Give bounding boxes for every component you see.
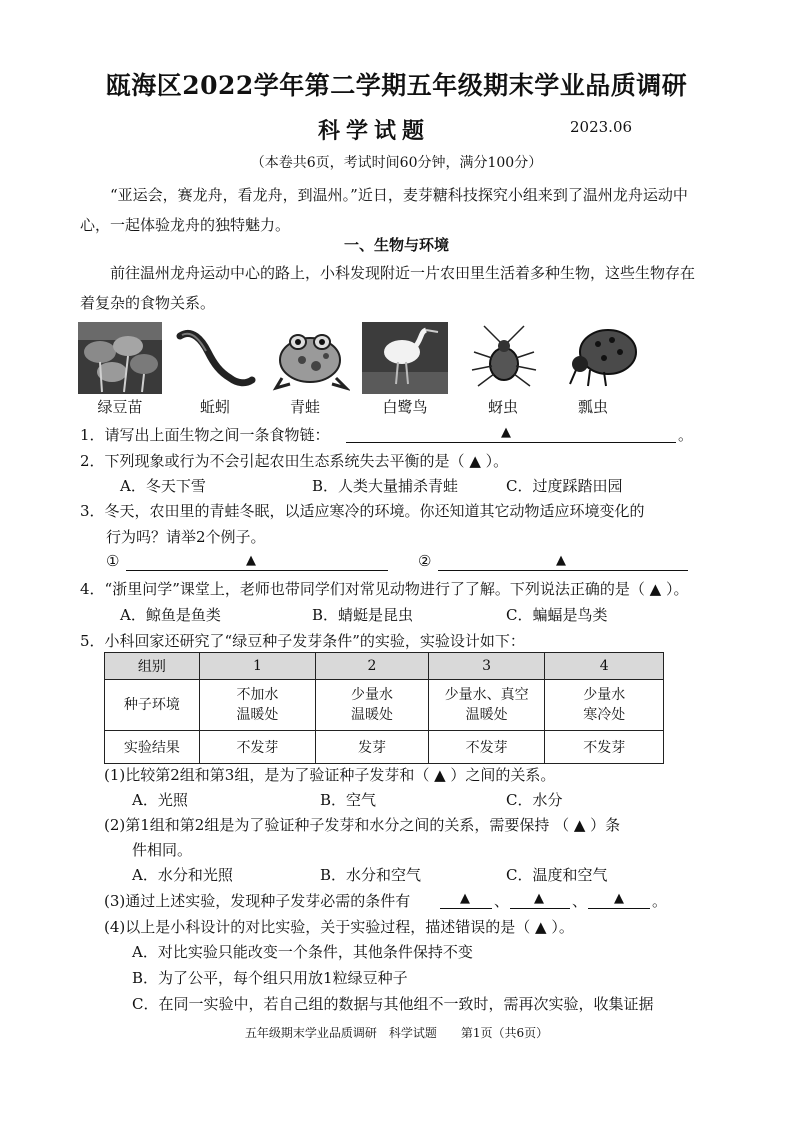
organism-label: 瓢虫 [577, 398, 608, 416]
table-row-label: 实验结果 [105, 731, 200, 764]
cell-line: 不加水 [236, 687, 279, 703]
egret-image [362, 322, 448, 394]
option: B．水分和空气 [320, 866, 422, 884]
section-title: 一、生物与环境 [343, 236, 449, 254]
table-cell [316, 680, 429, 731]
organism-label: 白鹭鸟 [382, 398, 428, 416]
option: B．空气 [320, 791, 377, 809]
table-header-cell: 组别 [105, 653, 200, 680]
cell-line: 寒冷处 [583, 707, 626, 723]
table-header-cell: 1 [199, 653, 316, 680]
question-5-3-end: 。 [652, 892, 668, 910]
table-row-label: 种子环境 [105, 680, 200, 731]
question-5-1: (1)比较第2组和第3组，是为了验证种子发芽和（ ▲ ）之间的关系。 [104, 766, 556, 784]
section-intro: 前往温州龙舟运动中心的路上，小科发现附近一片农田里生活着多种生物，这些生物存在着复杂的食物关系。 [80, 264, 696, 312]
answer-marker: ▲ [614, 891, 624, 906]
separator: 、 [572, 892, 588, 910]
separator: 、 [494, 892, 510, 910]
answer-line[interactable] [510, 908, 570, 909]
ladybug-image [560, 320, 642, 392]
answer-line[interactable] [346, 442, 676, 443]
table-row [105, 680, 664, 731]
table-header-cell: 2 [316, 653, 429, 680]
answer-line[interactable] [588, 908, 650, 909]
table-cell: 不发芽 [428, 731, 545, 764]
option: B．为了公平，每个组只用放1粒绿豆种子 [132, 969, 408, 987]
organism-label: 蚯蚓 [199, 398, 230, 416]
cell-line: 温暖处 [465, 707, 508, 723]
table-cell [428, 680, 545, 731]
option: C．过度踩踏田园 [506, 477, 623, 495]
question-1: 1．请写出上面生物之间一条食物链： [80, 426, 330, 444]
question-4: 4．“浙里问学”课堂上，老师也带同学们对常见动物进行了了解。下列说法正确的是（ ▲ ）。 [80, 580, 689, 598]
cell-line: 少量水、真空 [444, 687, 529, 703]
answer-marker: ▲ [501, 425, 511, 440]
cell-line: 少量水 [351, 687, 393, 703]
option: A．冬天下雪 [120, 477, 206, 495]
cell-line: 温暖处 [351, 707, 393, 723]
option: C．在同一实验中，若自己组的数据与其他组不一致时，需再次实验，收集证据 [132, 995, 654, 1013]
table-cell: 不发芽 [545, 731, 664, 764]
question-2: 2．下列现象或行为不会引起农田生态系统失去平衡的是（ ▲ ）。 [80, 452, 509, 470]
option: C．蝙蝠是鸟类 [506, 606, 608, 624]
table-header-cell: 4 [545, 653, 664, 680]
question-5-2-line-1: (2)第1组和第2组是为了验证种子发芽和水分之间的关系，需要保持 （ ▲ ）条 [104, 816, 621, 834]
cell-line: 少量水 [583, 687, 626, 703]
organism-label: 蚜虫 [487, 398, 518, 416]
exam-title: 瓯海区2022学年第二学期五年级期末学业品质调研 [105, 71, 688, 100]
exam-note: （本卷共6页，考试时间60分钟，满分100分） [250, 155, 543, 171]
table-header-cell: 3 [428, 653, 545, 680]
question-5-3: (3)通过上述实验，发现种子发芽必需的条件有 [104, 892, 411, 910]
table-cell [199, 680, 316, 731]
frog-image [272, 320, 350, 392]
question-1-end: 。 [678, 426, 694, 444]
answer-line[interactable] [438, 570, 688, 571]
aphid-image [460, 322, 548, 392]
earthworm-image [174, 326, 256, 392]
question-5: 5．小科回家还研究了“绿豆种子发芽条件”的实验，实验设计如下： [80, 632, 525, 650]
table-cell: 发芽 [316, 731, 429, 764]
table-cell [545, 680, 664, 731]
intro-paragraph: “亚运会，赛龙舟，看龙舟，到温州。”近日，麦芽糖科技探究小组来到了温州龙舟运动中心，一起体验龙舟的独特魅力。 [80, 186, 688, 234]
option: C．水分 [506, 791, 563, 809]
blank-label: ② [418, 552, 432, 570]
table-header-row [105, 653, 664, 680]
option: B．蜻蜓是昆虫 [312, 606, 414, 624]
answer-marker: ▲ [460, 891, 470, 906]
cell-line: 温暖处 [236, 707, 279, 723]
question-5-2-line-2: 件相同。 [132, 841, 193, 859]
table-row [105, 731, 664, 764]
page-footer: 五年级期末学业品质调研 科学试题 第1页（共6页） [244, 1026, 549, 1040]
blank-label: ① [106, 552, 120, 570]
question-3-line-2: 行为吗？请举2个例子。 [106, 528, 266, 546]
organism-label: 青蛙 [289, 398, 320, 416]
answer-marker: ▲ [246, 553, 256, 568]
option: A．鲸鱼是鱼类 [120, 606, 221, 624]
answer-marker: ▲ [556, 553, 566, 568]
option: B．人类大量捕杀青蛙 [312, 477, 459, 495]
experiment-table [104, 652, 664, 764]
organism-label: 绿豆苗 [97, 398, 143, 416]
option: A．对比实验只能改变一个条件，其他条件保持不变 [132, 943, 473, 961]
table-cell: 不发芽 [199, 731, 316, 764]
exam-subtitle: 科学试题 [318, 118, 431, 144]
option: A．水分和光照 [132, 866, 233, 884]
answer-line[interactable] [126, 570, 388, 571]
question-3-line-1: 3．冬天，农田里的青蛙冬眠，以适应寒冷的环境。你还知道其它动物适应环境变化的 [80, 502, 645, 520]
mung-bean-sprout-image [78, 322, 162, 394]
answer-marker: ▲ [534, 891, 544, 906]
answer-line[interactable] [440, 908, 492, 909]
option: C．温度和空气 [506, 866, 608, 884]
exam-date: 2023.06 [570, 118, 633, 136]
question-5-4: (4)以上是小科设计的对比实验，关于实验过程，描述错误的是（ ▲ ）。 [104, 918, 574, 936]
option: A．光照 [132, 791, 188, 809]
